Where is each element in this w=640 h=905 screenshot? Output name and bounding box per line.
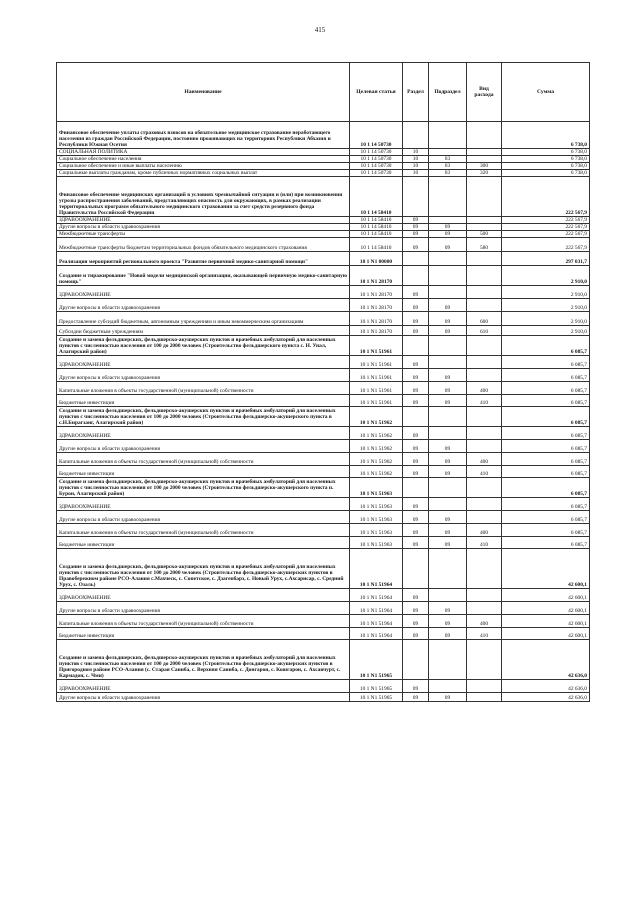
row-exp-type: 300 — [467, 163, 502, 170]
row-name: ЗДРАВООХРАНЕНИЕ — [57, 356, 350, 369]
row-target: 10 1 14 58410 — [350, 238, 403, 252]
table-row — [57, 356, 590, 369]
row-section: 09 — [403, 382, 429, 395]
row-target: 10 1 N1 51964 — [350, 589, 403, 602]
row-target: 10 1 14 58410 — [350, 231, 403, 238]
row-name: ЗДРАВООХРАНЕНИЕ — [57, 427, 350, 440]
row-section: 09 — [403, 693, 429, 702]
row-exp-type: 410 — [467, 628, 502, 640]
row-target: 10 1 N1 51961 — [350, 356, 403, 369]
row-name: Другие вопросы в области здравоохранения — [57, 224, 350, 231]
row-name: Межбюджетные трансферты — [57, 231, 350, 238]
table-row — [57, 326, 590, 336]
table-row — [57, 177, 590, 217]
row-target: 10 1 N1 00000 — [350, 252, 403, 266]
table-row — [57, 252, 590, 266]
table-row — [57, 336, 590, 356]
table-row — [57, 427, 590, 440]
row-subsection — [429, 122, 467, 149]
row-sum: 222 567,9 — [502, 177, 590, 217]
row-target: 10 1 14 58410 — [350, 177, 403, 217]
row-section — [403, 252, 429, 266]
row-subsection: 09 — [429, 440, 467, 453]
row-section: 09 — [403, 498, 429, 511]
row-subsection: 09 — [429, 238, 467, 252]
row-sum: 42 600,1 — [502, 549, 590, 589]
row-name: Другие вопросы в области здравоохранения — [57, 440, 350, 453]
row-section: 09 — [403, 224, 429, 231]
row-exp-type — [467, 511, 502, 524]
row-sum: 42 600,1 — [502, 615, 590, 628]
row-subsection: 09 — [429, 299, 467, 312]
row-target: 10 1 N1 28170 — [350, 266, 403, 286]
table-row — [57, 122, 590, 149]
row-exp-type — [467, 217, 502, 224]
row-subsection — [429, 177, 467, 217]
row-sum: 6 085,7 — [502, 336, 590, 356]
row-exp-type — [467, 478, 502, 498]
row-sum: 297 031,7 — [502, 252, 590, 266]
table-row — [57, 382, 590, 395]
row-exp-type: 410 — [467, 537, 502, 549]
row-name: ЗДРАВООХРАНЕНИЕ — [57, 680, 350, 693]
row-name: Социальное обеспечение населения — [57, 156, 350, 163]
row-subsection — [429, 252, 467, 266]
row-section: 09 — [403, 615, 429, 628]
row-sum: 6 085,7 — [502, 427, 590, 440]
row-section: 09 — [403, 680, 429, 693]
table-row — [57, 163, 590, 170]
row-sum: 222 567,9 — [502, 238, 590, 252]
table-row — [57, 615, 590, 628]
row-section — [403, 266, 429, 286]
row-sum: 6 738,0 — [502, 163, 590, 170]
row-sum: 2 910,0 — [502, 299, 590, 312]
row-section: 09 — [403, 440, 429, 453]
row-target: 10 1 N1 51963 — [350, 537, 403, 549]
row-exp-type: 400 — [467, 615, 502, 628]
row-target: 10 1 N1 51962 — [350, 407, 403, 427]
row-target: 10 1 N1 51961 — [350, 336, 403, 356]
row-target: 10 1 N1 51965 — [350, 680, 403, 693]
table-row — [57, 589, 590, 602]
row-section: 10 — [403, 149, 429, 156]
page-number: 415 — [314, 26, 326, 34]
table-row — [57, 680, 590, 693]
row-exp-type — [467, 427, 502, 440]
row-name: Капитальные вложения в объекты государственной (муниципальной) собственности — [57, 382, 350, 395]
row-section — [403, 336, 429, 356]
row-target: 10 1 N1 28170 — [350, 299, 403, 312]
row-name: ЗДРАВООХРАНЕНИЕ — [57, 589, 350, 602]
row-exp-type — [467, 336, 502, 356]
row-section: 09 — [403, 602, 429, 615]
row-section: 09 — [403, 537, 429, 549]
row-section: 09 — [403, 427, 429, 440]
header-target: Целевая статья — [350, 63, 403, 122]
row-target: 10 1 N1 28170 — [350, 312, 403, 326]
row-target: 10 1 14 50730 — [350, 156, 403, 163]
row-name: Финансовое обеспечение медицинских организаций в условиях чрезвычайной ситуации и (или) при возникновении угрозы распространения заболеваний, представляющих опасность для окружающих, в рамках реализации территориальных программ обязательного медицинского страхования за счет средств резервного фонда Правительства Российской Федерации — [57, 177, 350, 217]
row-sum: 6 085,7 — [502, 453, 590, 466]
row-sum: 6 738,0 — [502, 156, 590, 163]
row-subsection — [429, 589, 467, 602]
row-exp-type: 500 — [467, 231, 502, 238]
row-section: 09 — [403, 511, 429, 524]
row-name: Создание и замена фельдшерских, фельдшерско-акушерских пунктов и врачебных амбулаторий для населенных пунктов с численностью населения от 100 до 2000 человек (Строительство фельдшерско-акушерского пункта п. Бурон, Алагирский район) — [57, 478, 350, 498]
row-name: Финансовое обеспечение уплаты страховых взносов на обязательное медицинское страхование неработающего населения из граждан Российской Федерации, постоянно проживающих на территориях Республики Абхазия и Республики Южная Осетия — [57, 122, 350, 149]
row-sum: 42 600,1 — [502, 589, 590, 602]
row-section: 10 — [403, 156, 429, 163]
table-row — [57, 266, 590, 286]
row-section: 09 — [403, 299, 429, 312]
row-exp-type: 400 — [467, 382, 502, 395]
row-target: 10 1 N1 51962 — [350, 440, 403, 453]
row-target: 10 1 N1 51965 — [350, 640, 403, 680]
row-subsection: 09 — [429, 537, 467, 549]
table-row — [57, 466, 590, 478]
row-sum: 222 567,9 — [502, 217, 590, 224]
row-name: Межбюджетные трансферты бюджетам территориальных фондов обязательного медицинского страхования — [57, 238, 350, 252]
row-target: 10 1 14 50730 — [350, 170, 403, 177]
row-sum: 6 085,7 — [502, 407, 590, 427]
row-exp-type — [467, 640, 502, 680]
table-row — [57, 549, 590, 589]
row-section: 09 — [403, 217, 429, 224]
row-subsection — [429, 498, 467, 511]
row-subsection — [429, 549, 467, 589]
row-subsection — [429, 149, 467, 156]
table-row — [57, 238, 590, 252]
row-exp-type: 320 — [467, 170, 502, 177]
row-subsection — [429, 680, 467, 693]
row-target: 10 1 N1 51963 — [350, 478, 403, 498]
row-section — [403, 549, 429, 589]
row-exp-type — [467, 177, 502, 217]
row-name: Другие вопросы в области здравоохранения — [57, 602, 350, 615]
row-subsection: 09 — [429, 524, 467, 537]
row-subsection — [429, 356, 467, 369]
row-exp-type — [467, 356, 502, 369]
row-name: Другие вопросы в области здравоохранения — [57, 299, 350, 312]
row-subsection: 03 — [429, 156, 467, 163]
row-exp-type: 600 — [467, 312, 502, 326]
row-name: Предоставление субсидий бюджетным, автономным учреждениям и иным некоммерческим организациям — [57, 312, 350, 326]
row-target: 10 1 N1 28170 — [350, 326, 403, 336]
row-subsection: 09 — [429, 602, 467, 615]
row-section: 10 — [403, 170, 429, 177]
row-name: Создание и замена фельдшерских, фельдшерско-акушерских пунктов и врачебных амбулаторий для населенных пунктов с численностью населения от 100 до 2000 человек (Строительство фельдшерско-акушерских пунктов в Правобережном районе РСО-Алания с.Махческ, с. Сопетское, с. Дзагепбарз, с. Новый Урух, с.Ахсарисар, с. Средний Урух, с. Озаль) — [57, 549, 350, 589]
row-name: Бюджетные инвестиции — [57, 628, 350, 640]
row-exp-type: 410 — [467, 466, 502, 478]
row-sum: 6 085,7 — [502, 524, 590, 537]
row-name: Другие вопросы в области здравоохранения — [57, 693, 350, 702]
row-exp-type — [467, 440, 502, 453]
row-sum: 2 910,0 — [502, 312, 590, 326]
row-subsection — [429, 478, 467, 498]
header-name: Наименование — [57, 63, 350, 122]
row-subsection — [429, 266, 467, 286]
row-subsection: 09 — [429, 369, 467, 382]
table-row — [57, 640, 590, 680]
row-name: Социальные выплаты гражданам, кроме публичных нормативных социальных выплат — [57, 170, 350, 177]
table-row — [57, 231, 590, 238]
row-sum: 6 085,7 — [502, 356, 590, 369]
table-body — [57, 122, 590, 702]
row-subsection: 09 — [429, 511, 467, 524]
row-sum: 2 910,0 — [502, 286, 590, 299]
table-row — [57, 440, 590, 453]
row-sum: 6 085,7 — [502, 466, 590, 478]
row-section: 09 — [403, 395, 429, 407]
row-name: Другие вопросы в области здравоохранения — [57, 369, 350, 382]
row-target: 10 1 N1 51964 — [350, 628, 403, 640]
row-name: Создание и замена фельдшерских, фельдшерско-акушерских пунктов и врачебных амбулаторий для населенных пунктов с численностью населения от 100 до 2000 человек (Строительство фельдшерско-акушерского пункта в с.Н.Бирагзанг, Алагирский район) — [57, 407, 350, 427]
row-section — [403, 478, 429, 498]
row-target: 10 1 N1 51961 — [350, 382, 403, 395]
table-row — [57, 170, 590, 177]
row-sum: 42 600,1 — [502, 628, 590, 640]
row-exp-type — [467, 149, 502, 156]
row-subsection: 09 — [429, 628, 467, 640]
row-section: 09 — [403, 466, 429, 478]
header-section: Раздел — [403, 63, 429, 122]
table-row — [57, 395, 590, 407]
row-sum: 6 738,0 — [502, 170, 590, 177]
row-sum: 2 910,0 — [502, 266, 590, 286]
row-subsection: 03 — [429, 163, 467, 170]
row-sum: 6 085,7 — [502, 498, 590, 511]
row-subsection — [429, 640, 467, 680]
row-exp-type — [467, 407, 502, 427]
table-row — [57, 286, 590, 299]
row-name: ЗДРАВООХРАНЕНИЕ — [57, 498, 350, 511]
row-target: 10 1 N1 51962 — [350, 466, 403, 478]
row-sum: 6 085,7 — [502, 537, 590, 549]
row-target: 10 1 N1 51963 — [350, 511, 403, 524]
row-target: 10 1 N1 51965 — [350, 693, 403, 702]
row-name: Бюджетные инвестиции — [57, 537, 350, 549]
row-exp-type — [467, 299, 502, 312]
row-exp-type: 580 — [467, 238, 502, 252]
row-subsection — [429, 217, 467, 224]
row-section — [403, 640, 429, 680]
header-subsection: Подраздел — [429, 63, 467, 122]
row-name: Создание и тиражирование "Новой модели медицинской организации, оказывающей первичную медико-санитарную помощь" — [57, 266, 350, 286]
row-name: ЗДРАВООХРАНЕНИЕ — [57, 217, 350, 224]
row-subsection: 09 — [429, 395, 467, 407]
row-subsection — [429, 336, 467, 356]
table-row — [57, 407, 590, 427]
row-subsection: 09 — [429, 453, 467, 466]
row-section: 10 — [403, 163, 429, 170]
row-exp-type — [467, 252, 502, 266]
table-header-row — [57, 63, 590, 122]
row-sum: 6 085,7 — [502, 478, 590, 498]
row-section — [403, 177, 429, 217]
row-sum: 6 085,7 — [502, 369, 590, 382]
row-sum: 42 636,0 — [502, 693, 590, 702]
row-sum: 42 636,0 — [502, 680, 590, 693]
table-row — [57, 537, 590, 549]
row-sum: 2 910,0 — [502, 326, 590, 336]
row-subsection — [429, 427, 467, 440]
row-exp-type — [467, 156, 502, 163]
row-name: Создание и замена фельдшерских, фельдшерско-акушерских пунктов и врачебных амбулаторий для населенных пунктов с численностью населения от 100 до 2000 человек (Строительство фельдшерско-акушерских пунктов в Пригородном районе РСО-Алания (с. Старая Саниба, с. Верхняя Саниба, с. Донгарон, с. Кошгарон, с. Ахсавчурт, с. Кармадон, с. Чми) — [57, 640, 350, 680]
row-section — [403, 407, 429, 427]
row-section: 09 — [403, 326, 429, 336]
row-subsection — [429, 407, 467, 427]
row-target: 10 1 N1 51962 — [350, 453, 403, 466]
row-exp-type — [467, 498, 502, 511]
row-sum: 6 738,0 — [502, 122, 590, 149]
row-name: Социальное обеспечение и иные выплаты населению — [57, 163, 350, 170]
row-exp-type: 400 — [467, 453, 502, 466]
row-target: 10 1 N1 51961 — [350, 395, 403, 407]
table-row — [57, 312, 590, 326]
row-section: 09 — [403, 238, 429, 252]
row-target: 10 1 N1 51961 — [350, 369, 403, 382]
row-name: ЗДРАВООХРАНЕНИЕ — [57, 286, 350, 299]
row-sum: 6 085,7 — [502, 511, 590, 524]
row-target: 10 1 14 58410 — [350, 224, 403, 231]
row-subsection: 09 — [429, 382, 467, 395]
row-name: Бюджетные инвестиции — [57, 395, 350, 407]
row-name: Другие вопросы в области здравоохранения — [57, 511, 350, 524]
row-name: Бюджетные инвестиции — [57, 466, 350, 478]
row-target: 10 1 14 50730 — [350, 163, 403, 170]
table-row — [57, 156, 590, 163]
row-exp-type: 410 — [467, 395, 502, 407]
table-row — [57, 511, 590, 524]
table-row — [57, 149, 590, 156]
header-sum: Сумма — [502, 63, 590, 122]
table-row — [57, 217, 590, 224]
row-sum: 42 636,0 — [502, 640, 590, 680]
row-exp-type: 610 — [467, 326, 502, 336]
row-name: Капитальные вложения в объекты государственной (муниципальной) собственности — [57, 453, 350, 466]
table-row — [57, 299, 590, 312]
row-subsection: 09 — [429, 312, 467, 326]
row-sum: 222 567,9 — [502, 224, 590, 231]
row-subsection — [429, 286, 467, 299]
row-section: 09 — [403, 312, 429, 326]
row-exp-type — [467, 602, 502, 615]
budget-table — [56, 62, 590, 702]
row-exp-type — [467, 589, 502, 602]
row-section: 09 — [403, 589, 429, 602]
row-section: 09 — [403, 286, 429, 299]
row-sum: 42 600,1 — [502, 602, 590, 615]
row-name: Реализация мероприятий регионального проекта "Развитие первичной медико-санитарной помощи" — [57, 252, 350, 266]
row-exp-type — [467, 369, 502, 382]
row-target: 10 1 N1 51964 — [350, 602, 403, 615]
row-section: 09 — [403, 231, 429, 238]
row-name: Создание и замена фельдшерских, фельдшерско-акушерских пунктов и врачебных амбулаторий для населенных пунктов с численностью населения от 100 до 2000 человек (Строительство фельдшерского пункта с. Н. Унал, Алагирский район) — [57, 336, 350, 356]
row-section: 09 — [403, 524, 429, 537]
row-target: 10 1 14 50730 — [350, 149, 403, 156]
row-sum: 6 085,7 — [502, 440, 590, 453]
row-name: Капитальные вложения в объекты государственной (муниципальной) собственности — [57, 615, 350, 628]
table-row — [57, 524, 590, 537]
row-exp-type — [467, 286, 502, 299]
row-subsection: 03 — [429, 170, 467, 177]
row-target: 10 1 N1 51964 — [350, 549, 403, 589]
table-row — [57, 628, 590, 640]
row-target: 10 1 N1 51964 — [350, 615, 403, 628]
row-exp-type: 400 — [467, 524, 502, 537]
row-target: 10 1 N1 51962 — [350, 427, 403, 440]
header-exp-type: Вид расхода — [467, 63, 502, 122]
row-target: 10 1 14 50730 — [350, 122, 403, 149]
row-name: Субсидии бюджетным учреждениям — [57, 326, 350, 336]
row-target: 10 1 N1 51963 — [350, 498, 403, 511]
table-row — [57, 478, 590, 498]
row-section: 09 — [403, 369, 429, 382]
row-sum: 222 567,9 — [502, 231, 590, 238]
row-sum: 6 738,0 — [502, 149, 590, 156]
row-exp-type — [467, 549, 502, 589]
table-row — [57, 369, 590, 382]
row-target: 10 1 N1 28170 — [350, 286, 403, 299]
row-exp-type — [467, 266, 502, 286]
row-subsection: 09 — [429, 615, 467, 628]
row-exp-type — [467, 680, 502, 693]
row-section: 09 — [403, 453, 429, 466]
row-name: СОЦИАЛЬНАЯ ПОЛИТИКА — [57, 149, 350, 156]
row-sum: 6 085,7 — [502, 382, 590, 395]
table-row — [57, 602, 590, 615]
row-exp-type — [467, 693, 502, 702]
row-exp-type — [467, 122, 502, 149]
row-sum: 6 085,7 — [502, 395, 590, 407]
table-row — [57, 498, 590, 511]
table-row — [57, 693, 590, 702]
row-section: 09 — [403, 628, 429, 640]
row-section — [403, 122, 429, 149]
row-subsection: 09 — [429, 231, 467, 238]
row-target: 10 1 N1 51963 — [350, 524, 403, 537]
row-target: 10 1 14 58410 — [350, 217, 403, 224]
row-subsection: 09 — [429, 466, 467, 478]
table-row — [57, 224, 590, 231]
row-subsection: 09 — [429, 224, 467, 231]
row-subsection: 09 — [429, 693, 467, 702]
row-exp-type — [467, 224, 502, 231]
row-name: Капитальные вложения в объекты государственной (муниципальной) собственности — [57, 524, 350, 537]
row-subsection: 09 — [429, 326, 467, 336]
table-row — [57, 453, 590, 466]
row-section: 09 — [403, 356, 429, 369]
